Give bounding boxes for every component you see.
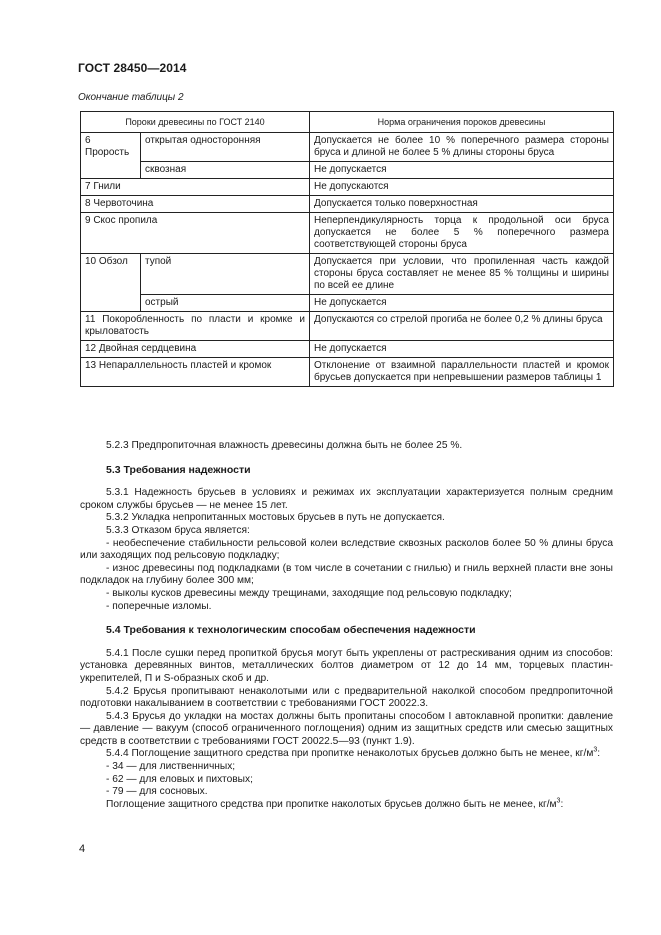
defect-subtype: тупой bbox=[141, 254, 310, 295]
defect-name: 8 Червоточина bbox=[81, 196, 310, 213]
paragraph-5-4-1: 5.4.1 После сушки перед пропиткой брусья могут быть укреплены от растрескивания одним из способов: установка деревянных винтов, металлических болтов диаметром от 12 до 14 мм, торцевых пластин-укрепителей, П и S-образных скоб и др. bbox=[80, 647, 613, 684]
defect-norm: Допускается при условии, что пропиленная часть каждой стороны бруса составляет не менее 85 % толщины и ширины по всей ее длине bbox=[310, 254, 614, 295]
paragraph-5-4-2: 5.4.2 Брусья пропитывают ненаколотыми или с предварительной наколкой способом предпропиточной подготовки накалыванием в соответствии с требованиями ГОСТ 20022.3. bbox=[80, 685, 613, 710]
absorption-list-item: - 79 — для сосновых. bbox=[106, 786, 208, 798]
paragraph-text: 5.4.4 Поглощение защитного средства при пропитке ненаколотых брусьев должно быть не менее, кг/м bbox=[106, 748, 594, 760]
defect-name: 10 Обзол bbox=[81, 254, 141, 312]
section-heading-5-4: 5.4 Требования к технологическим способам обеспечения надежности bbox=[106, 624, 476, 637]
document-body bbox=[80, 440, 613, 811]
failure-list-item: - необеспечение стабильности рельсовой колеи вследствие сквозных расколов более 50 % длины бруса или заходящих под рельсовую подкладку; bbox=[80, 537, 613, 562]
table-caption: Окончание таблицы 2 bbox=[78, 92, 184, 103]
table-header-row bbox=[81, 112, 614, 133]
paragraph-text: Поглощение защитного средства при пропитке наколотых брусьев должно быть не менее, кг/м bbox=[106, 798, 557, 810]
defect-norm: Допускаются со стрелой прогиба не более 0,2 % длины бруса bbox=[310, 312, 614, 341]
failure-list-item: - поперечные изломы. bbox=[106, 600, 212, 612]
page-number: 4 bbox=[79, 843, 86, 855]
paragraph-5-4-4 bbox=[80, 748, 613, 761]
superscript: 3 bbox=[593, 747, 598, 755]
defect-norm: Не допускаются bbox=[310, 179, 614, 196]
defect-name: 13 Непараллельность пластей и кромок bbox=[81, 358, 310, 387]
table-row bbox=[81, 133, 614, 162]
defect-norm: Не допускается bbox=[310, 341, 614, 358]
defect-name: 12 Двойная сердцевина bbox=[81, 341, 310, 358]
paragraph-absorption-pricked bbox=[80, 799, 613, 812]
absorption-list-item: - 34 — для лиственничных; bbox=[106, 761, 236, 773]
paragraph-text-end: : bbox=[597, 748, 601, 760]
table-row bbox=[81, 162, 614, 179]
defect-norm: Допускается не более 10 % поперечного размера стороны бруса и длиной не более 5 % длины стороны бруса bbox=[310, 133, 614, 162]
paragraph-5-4-3: 5.4.3 Брусья до укладки на мостах должны быть пропитаны способом I автоклавной пропитки: давление — давление — вакуум (способ ограниченного поглощения) одним из защитных средств или смесью защитных средств в соответствии с требованиями ГОСТ 20022.5—93 (пункт 1.9). bbox=[80, 710, 613, 747]
failure-list-item: - выколы кусков древесины между трещинами, заходящие под рельсовую подкладку; bbox=[106, 587, 512, 599]
defect-subtype: сквозная bbox=[141, 162, 310, 179]
defect-name: 11 Покоробленность по пласти и кромке и крыловатость bbox=[81, 312, 310, 341]
table-row bbox=[81, 179, 614, 196]
table-row bbox=[81, 312, 614, 341]
paragraph-5-3-1: 5.3.1 Надежность брусьев в условиях и режимах их эксплуатации характеризуется полным средним сроком службы брусьев — не менее 15 лет. bbox=[80, 487, 613, 511]
column-header-norms: Норма ограничения пороков древесины bbox=[310, 112, 614, 133]
superscript: 3 bbox=[556, 797, 561, 805]
defect-norm: Допускается только поверхностная bbox=[310, 196, 614, 213]
table-row bbox=[81, 196, 614, 213]
paragraph-5-3-3: 5.3.3 Отказом бруса является: bbox=[106, 524, 250, 536]
defect-norm: Не допускается bbox=[310, 162, 614, 179]
table-row bbox=[81, 358, 614, 387]
defect-subtype: острый bbox=[141, 295, 310, 312]
defect-name: 6 Прорость bbox=[81, 133, 141, 179]
column-header-defects: Пороки древесины по ГОСТ 2140 bbox=[81, 112, 310, 133]
table-row bbox=[81, 295, 614, 312]
defect-name: 9 Скос пропила bbox=[81, 213, 310, 254]
defects-table bbox=[80, 111, 614, 387]
document-code-header: ГОСТ 28450—2014 bbox=[78, 61, 187, 75]
defect-subtype: открытая односторонняя bbox=[141, 133, 310, 162]
table-row bbox=[81, 341, 614, 358]
absorption-list-item: - 62 — для еловых и пихтовых; bbox=[106, 773, 253, 785]
paragraph-5-3-2: 5.3.2 Укладка непропитанных мостовых брусьев в путь не допускается. bbox=[106, 512, 445, 524]
section-heading-5-3: 5.3 Требования надежности bbox=[106, 463, 251, 476]
table-row bbox=[81, 213, 614, 254]
paragraph-text-end: : bbox=[560, 798, 564, 810]
paragraph-5-2-3: 5.2.3 Предпропиточная влажность древесины должна быть не более 25 %. bbox=[106, 440, 463, 451]
defect-norm: Неперпендикулярность торца к продольной оси бруса допускается не более 5 % поперечного размера соответствующей стороны бруса bbox=[310, 213, 614, 254]
failure-list-item: - износ древесины под подкладками (в том числе в сочетании с гнилью) и гниль верхней пласти вне зоны подкладок на глубину более 300 мм; bbox=[80, 562, 613, 587]
defect-norm: Отклонение от взаимной параллельности пластей и кромок брусьев допускается при непревышении размеров таблицы 1 bbox=[310, 358, 614, 387]
defect-norm: Не допускается bbox=[310, 295, 614, 312]
defect-name: 7 Гнили bbox=[81, 179, 310, 196]
table-row bbox=[81, 254, 614, 295]
